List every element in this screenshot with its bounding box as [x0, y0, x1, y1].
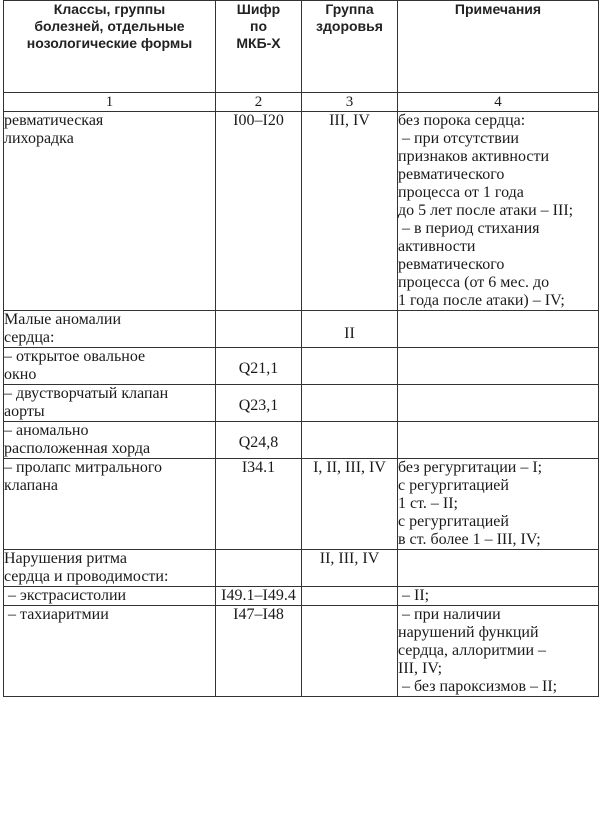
health-groups-table	[3, 0, 599, 697]
notes	[398, 348, 599, 385]
disease-name-line: расположенная хорда	[4, 440, 151, 457]
table-row	[4, 550, 599, 587]
notes	[398, 606, 599, 697]
header-code-line: по	[249, 18, 267, 34]
table-row	[4, 385, 599, 422]
notes-line: 1 ст. – II;	[398, 495, 458, 512]
disease-name	[4, 422, 216, 459]
notes-line: признаков активности	[398, 148, 550, 165]
notes-line: – в период стихания	[398, 220, 540, 237]
notes-line: активности	[398, 238, 476, 255]
table-row	[4, 348, 599, 385]
icd-code: I34.1	[216, 459, 302, 550]
disease-name-line: Нарушения ритма	[4, 550, 128, 567]
header-classes-line: болезней, отдельные	[34, 18, 185, 34]
notes-line: – при наличии	[398, 606, 501, 623]
notes-line: нарушений функций	[398, 624, 539, 641]
table-row	[4, 112, 599, 311]
header-classes-line: нозологические формы	[26, 35, 193, 51]
icd-code: Q23,1	[216, 385, 302, 422]
disease-name-line: аорты	[4, 403, 45, 420]
notes-line: – при отсутствии	[398, 130, 519, 147]
disease-name-line: – тахиаритмии	[4, 606, 109, 623]
health-group	[302, 422, 398, 459]
notes-line: III, IV;	[398, 660, 443, 677]
notes-line: без порока сердца:	[398, 112, 526, 129]
disease-name-line: ревматическая	[4, 112, 104, 129]
notes	[398, 550, 599, 587]
column-number: 1	[4, 93, 216, 112]
icd-code: Q24,8	[216, 422, 302, 459]
health-group	[302, 348, 398, 385]
notes	[398, 459, 599, 550]
health-group	[302, 385, 398, 422]
notes-line: – II;	[398, 587, 430, 604]
disease-name	[4, 385, 216, 422]
table-row	[4, 311, 599, 348]
icd-code: I49.1–I49.4	[216, 587, 302, 606]
header-row	[4, 1, 599, 93]
icd-code	[216, 550, 302, 587]
notes-line: ревматического	[398, 256, 505, 273]
notes	[398, 385, 599, 422]
disease-name-line: клапана	[4, 477, 58, 494]
icd-code	[216, 311, 302, 348]
column-number: 4	[398, 93, 599, 112]
disease-name	[4, 112, 216, 311]
disease-name	[4, 606, 216, 697]
health-group: II, III, IV	[302, 550, 398, 587]
health-group	[302, 587, 398, 606]
icd-code: I47–I48	[216, 606, 302, 697]
notes-line: с регургитацией	[398, 513, 509, 530]
notes-line: до 5 лет после атаки – III;	[398, 202, 574, 219]
disease-name-line: окно	[4, 366, 37, 383]
disease-name	[4, 550, 216, 587]
notes-line: ревматического	[398, 166, 505, 183]
notes	[398, 587, 599, 606]
notes	[398, 112, 599, 311]
table-row	[4, 422, 599, 459]
health-group	[302, 606, 398, 697]
health-group: III, IV	[302, 112, 398, 311]
notes-line: в ст. более 1 – III, IV;	[398, 531, 541, 548]
disease-name-line: сердца:	[4, 329, 55, 346]
disease-name	[4, 459, 216, 550]
disease-name	[4, 311, 216, 348]
notes-line: без регургитации – I;	[398, 459, 543, 476]
health-group: II	[302, 311, 398, 348]
disease-name-line: сердца и проводимости:	[4, 568, 169, 585]
disease-name-line: – экстрасистолии	[4, 587, 127, 604]
header-classes-line: Классы, группы	[53, 1, 166, 17]
disease-name-line: – аномально	[4, 422, 89, 439]
health-group: I, II, III, IV	[302, 459, 398, 550]
table-row	[4, 587, 599, 606]
disease-name	[4, 348, 216, 385]
notes-line: процесса (от 6 мес. до	[398, 274, 550, 291]
header-group-line: здоровья	[316, 18, 383, 34]
disease-name-line: Малые аномалии	[4, 311, 122, 328]
icd-code: Q21,1	[216, 348, 302, 385]
table-row	[4, 606, 599, 697]
disease-name	[4, 587, 216, 606]
notes-line: 1 года после атаки) – IV;	[398, 292, 565, 309]
disease-name-line: лихорадка	[4, 130, 74, 147]
notes-line: – без пароксизмов – II;	[398, 678, 558, 695]
icd-code: I00–I20	[216, 112, 302, 311]
column-number: 3	[302, 93, 398, 112]
notes-line: с регургитацией	[398, 477, 509, 494]
disease-name-line: – двустворчатый клапан	[4, 385, 169, 402]
notes	[398, 422, 599, 459]
notes-line: сердца, аллоритмии –	[398, 642, 547, 659]
column-number: 2	[216, 93, 302, 112]
notes-line: процесса от 1 года	[398, 184, 524, 201]
notes	[398, 311, 599, 348]
header-classes	[4, 1, 216, 93]
column-number-row	[4, 93, 599, 112]
header-code	[216, 1, 302, 93]
table-row	[4, 459, 599, 550]
header-code-line: МКБ-Х	[236, 35, 281, 51]
disease-name-line: – открытое овальное	[4, 348, 146, 365]
disease-name-line: – пролапс митрального	[4, 459, 163, 476]
header-code-line: Шифр	[236, 1, 281, 17]
header-notes: Примечания	[398, 1, 599, 93]
header-group-line: Группа	[325, 1, 374, 17]
header-health-group	[302, 1, 398, 93]
